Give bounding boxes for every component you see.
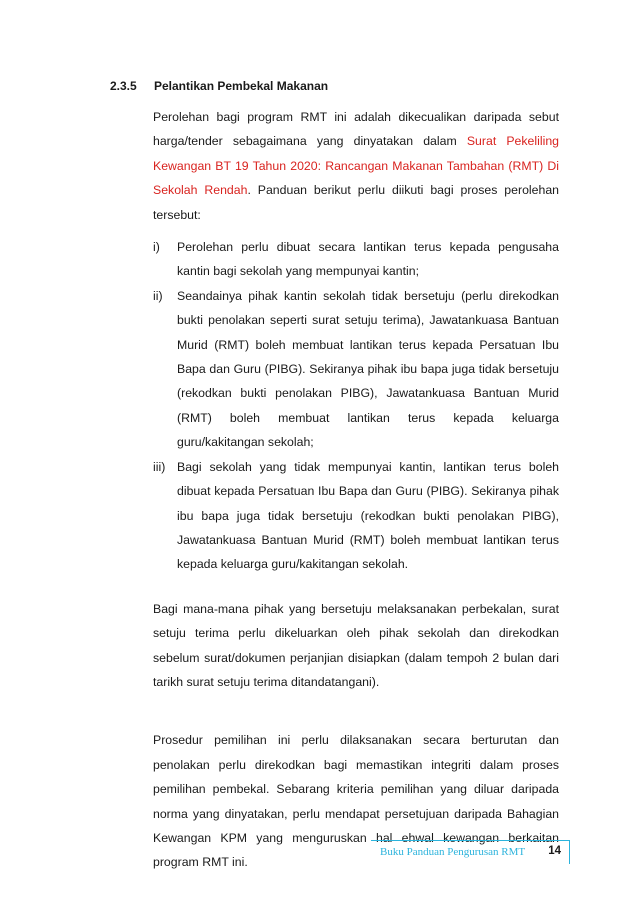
list-item (153, 235, 559, 284)
intro-text-end: . Panduan berikut perlu diikuti bagi proses perolehan tersebut: (153, 183, 559, 222)
section-title: Pelantikan Pembekal Makanan (154, 79, 329, 93)
section-body (153, 105, 559, 875)
procurement-guidelines-list (153, 235, 559, 577)
procedure-paragraph: Prosedur pemilihan ini perlu dilaksanakan secara berturutan dan penolakan perlu direkodkan bagi memastikan integriti dalam proses pemilihan pembekal. Sebarang kriteria pemilihan yang diluar daripada norma yang dinyatakan, perlu mendapat persetujuan daripada Bahagian Kewangan KPM yang menguruskan hal ehwal kewangan berkaitan program RMT ini. (153, 733, 559, 870)
acceptance-paragraph: Bagi mana-mana pihak yang bersetuju melaksanakan perbekalan, surat setuju terima perlu dikeluarkan oleh pihak sekolah dan direkodkan sebelum surat/dokumen perjanjian disiapkan (dalam tempoh 2 bulan dari tarikh surat setuju terima ditandatangani). (153, 601, 559, 689)
page-footer (371, 840, 570, 864)
list-item-text: Bagi sekolah yang tidak mempunyai kantin, lantikan terus boleh dibuat kepada Persatuan Ibu Bapa dan Guru (PIBG). Sekiranya pihak ibu bapa juga tidak bersetuju (rekodkan bukti penolakan PIBG), Jawatankuasa Bantuan Murid (RMT) boleh membuat lantikan terus kepada keluarga guru/kakitangan sekolah. (177, 459, 559, 572)
list-item-text: Seandainya pihak kantin sekolah tidak bersetuju (perlu direkodkan bukti penolakan seperti surat setuju terima), Jawatankuasa Bantuan Murid (RMT) boleh membuat lantikan terus kepada Persatuan Ibu Bapa dan Guru (PIBG). Sekiranya pihak ibu bapa juga tidak bersetuju (rekodkan bukti penolakan PIBG), Jawatankuasa Bantuan Murid (RMT) boleh membuat lantikan terus kepada keluarga guru/kakitangan sekolah; (177, 288, 559, 450)
page-number: 14 (548, 845, 561, 857)
list-item-text: Perolehan perlu dibuat secara lantikan terus kepada pengusaha kantin bagi sekolah yang mempunyai kantin; (177, 240, 559, 279)
footer-divider-vertical (569, 840, 570, 864)
list-marker: ii) (153, 288, 163, 303)
intro-paragraph (153, 105, 559, 227)
list-marker: iii) (153, 459, 166, 474)
list-item (153, 455, 559, 577)
section-heading (110, 79, 328, 93)
section-number: 2.3.5 (110, 79, 137, 93)
circular-reference-link: Surat Pekeliling Kewangan BT 19 Tahun 2020: Rancangan Makanan Tambahan (RMT) Di Sekolah Rendah (153, 134, 559, 198)
intro-text: Perolehan bagi program RMT ini adalah dikecualikan daripada sebut harga/tender sebagaimana yang dinyatakan dalam (153, 110, 559, 149)
list-marker: i) (153, 240, 160, 255)
footer-divider (371, 840, 570, 841)
footer-book-title: Buku Panduan Pengurusan RMT (380, 846, 526, 858)
list-item (153, 284, 559, 455)
